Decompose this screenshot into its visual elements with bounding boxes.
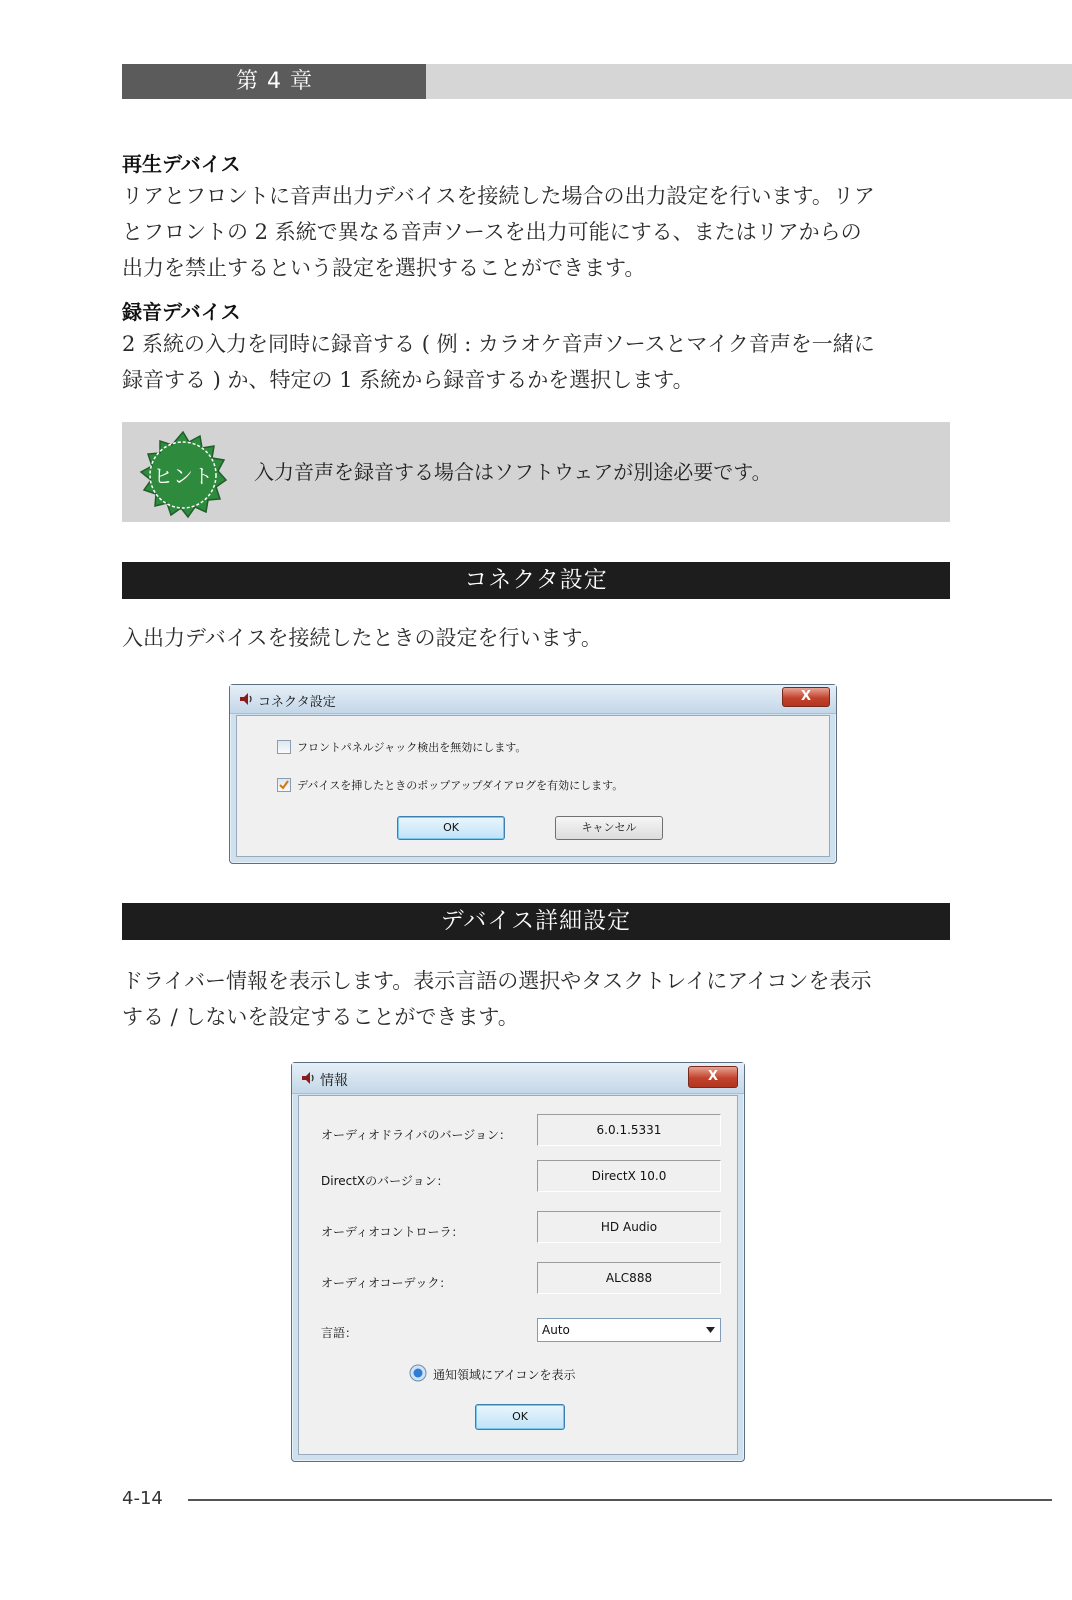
popup-dialog-checkbox[interactable]: [277, 778, 291, 792]
tray-icon-radio-icon[interactable]: [409, 1364, 427, 1382]
connector-dialog: [229, 684, 837, 864]
playback-line: 出力を禁止するという設定を選択することができます。: [122, 256, 646, 280]
device-details-line: する / しないを設定することができます。: [122, 1005, 519, 1029]
chapter-label: 第 4 章: [236, 69, 313, 94]
close-button[interactable]: X: [688, 1066, 738, 1088]
audio-controller-value: HD Audio: [537, 1211, 721, 1243]
device-details-section-title: デバイス詳細設定: [122, 903, 950, 940]
info-dialog-titlebar: [292, 1063, 744, 1094]
playback-line: リアとフロントに音声出力デバイスを接続した場合の出力設定を行います。リア: [122, 184, 875, 208]
chevron-down-icon: [706, 1327, 715, 1333]
speaker-icon: [238, 691, 254, 707]
chapter-header-rule: [426, 64, 1072, 99]
recording-line: 2 系統の入力を同時に録音する ( 例 : カラオケ音声ソースとマイク音声を一緒に: [122, 332, 875, 356]
ok-button[interactable]: OK: [475, 1404, 565, 1430]
close-button[interactable]: X: [782, 687, 830, 707]
info-dialog-body: [298, 1095, 738, 1455]
checkmark-icon: [278, 779, 290, 791]
driver-version-value: 6.0.1.5331: [537, 1114, 721, 1146]
directx-version-label: DirectXのバージョン：: [321, 1174, 449, 1188]
info-dialog: [291, 1062, 745, 1462]
cancel-button[interactable]: キャンセル: [555, 816, 663, 840]
directx-version-value: DirectX 10.0: [537, 1160, 721, 1192]
info-dialog-title: 情報: [320, 1073, 348, 1089]
hint-text: 入力音声を録音する場合はソフトウェアが別途必要です。: [254, 460, 772, 484]
playback-line: とフロントの 2 系統で異なる音声ソースを出力可能にする、またはリアからの: [122, 220, 862, 244]
ok-button[interactable]: OK: [397, 816, 505, 840]
front-jack-detect-label: フロントパネルジャック検出を無効にします。: [297, 741, 527, 754]
front-jack-detect-checkbox[interactable]: [277, 740, 291, 754]
page-number: 4-14: [122, 1488, 163, 1509]
connector-dialog-body: [236, 715, 830, 857]
hint-badge-label: ヒント: [153, 464, 213, 488]
connector-section-title: コネクタ設定: [122, 562, 950, 599]
audio-controller-label: オーディオコントローラ：: [321, 1225, 464, 1239]
language-select[interactable]: [537, 1318, 721, 1342]
driver-version-label: オーディオドライバのバージョン：: [321, 1128, 511, 1142]
audio-codec-label: オーディオコーデック：: [321, 1276, 452, 1290]
language-select-value: Auto: [542, 1323, 570, 1337]
audio-codec-value: ALC888: [537, 1262, 721, 1294]
connector-dialog-title: コネクタ設定: [258, 695, 336, 710]
device-details-line: ドライバー情報を表示します。表示言語の選択やタスクトレイにアイコンを表示: [122, 969, 872, 993]
language-label: 言語：: [321, 1326, 358, 1340]
recording-heading: 録音デバイス: [122, 300, 241, 324]
connector-dialog-titlebar: [230, 685, 836, 714]
recording-line: 録音する ) か、特定の 1 系統から録音するかを選択します。: [122, 368, 694, 392]
connector-description: 入出力デバイスを接続したときの設定を行います。: [122, 626, 602, 650]
playback-heading: 再生デバイス: [122, 152, 241, 176]
popup-dialog-label: デバイスを挿したときのポップアップダイアログを有効にします。: [297, 779, 624, 792]
hint-badge-icon: [138, 430, 228, 520]
tray-icon-label: 通知領域にアイコンを表示: [433, 1368, 576, 1382]
footer-rule: [188, 1499, 1052, 1501]
speaker-icon: [300, 1070, 316, 1086]
